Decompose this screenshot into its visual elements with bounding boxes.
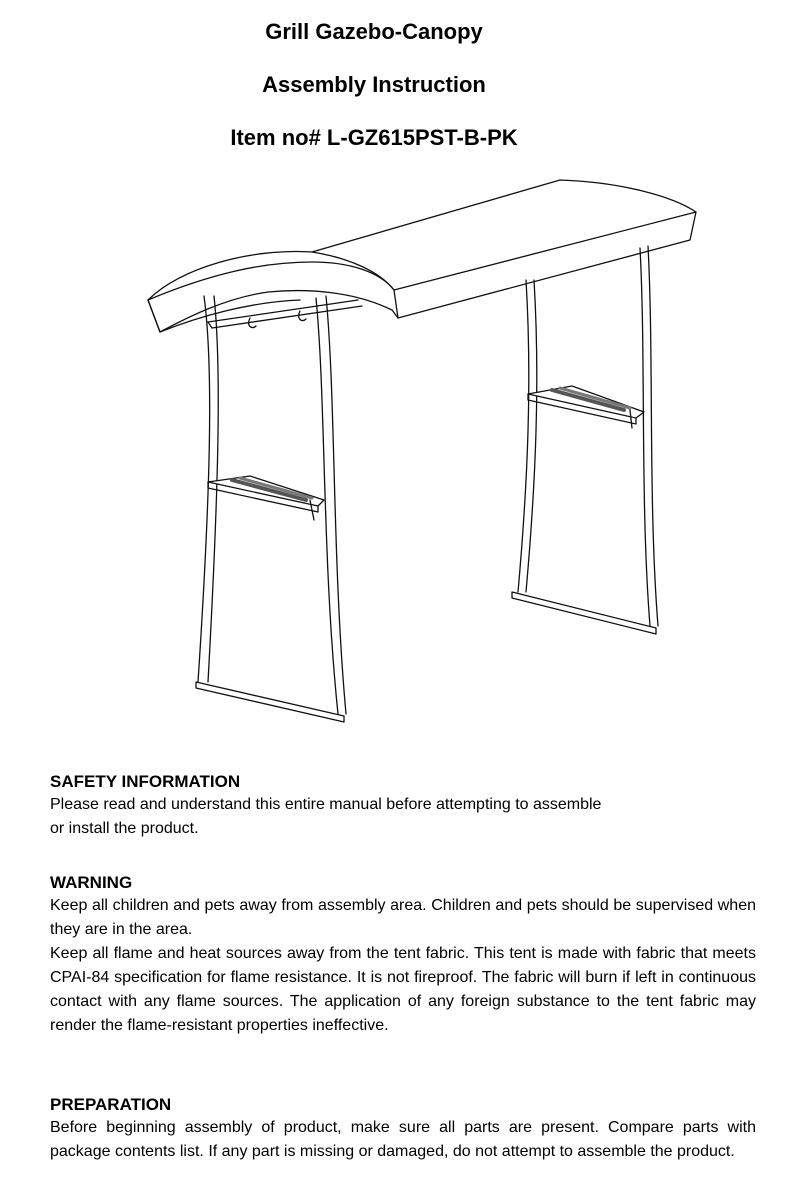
warning-paragraph: Keep all children and pets away from assembly area. Children and pets should be supervised when they are in the area. <box>50 897 756 938</box>
warning-section <box>50 872 756 1038</box>
left-frame <box>196 296 346 722</box>
safety-heading: SAFETY INFORMATION <box>50 772 241 791</box>
item-number: Item no# L-GZ615PST-B-PK <box>230 125 518 150</box>
safety-line: or install the product. <box>50 820 199 837</box>
preparation-heading: PREPARATION <box>50 1095 172 1114</box>
document-subtitle: Assembly Instruction <box>262 72 486 97</box>
right-shelf <box>528 386 644 428</box>
right-frame <box>512 246 658 634</box>
safety-section <box>50 771 756 841</box>
tool-hook-bar <box>208 300 362 328</box>
preparation-paragraph: Before beginning assembly of product, make sure all parts are present. Compare parts with package contents list. If any part is missing or damaged, do not attempt to assemble the product. <box>50 1119 756 1160</box>
safety-line: Please read and understand this entire manual before attempting to assemble <box>50 796 602 813</box>
canopy-roof <box>148 180 696 332</box>
grill-gazebo-illustration <box>140 172 710 732</box>
safety-text <box>50 793 756 841</box>
warning-heading: WARNING <box>50 873 133 892</box>
left-shelf <box>208 476 324 520</box>
preparation-section <box>50 1094 756 1164</box>
warning-paragraph: Keep all flame and heat sources away from the tent fabric. This tent is made with fabric that meets CPAI-84 specification for flame resistance. It is not fireproof. The fabric will burn if left in continuous contact with any flame sources. The application of any foreign substance to the tent fabric may render the flame-resistant properties ineffective. <box>50 945 756 1034</box>
document-title: Grill Gazebo-Canopy <box>265 19 483 44</box>
